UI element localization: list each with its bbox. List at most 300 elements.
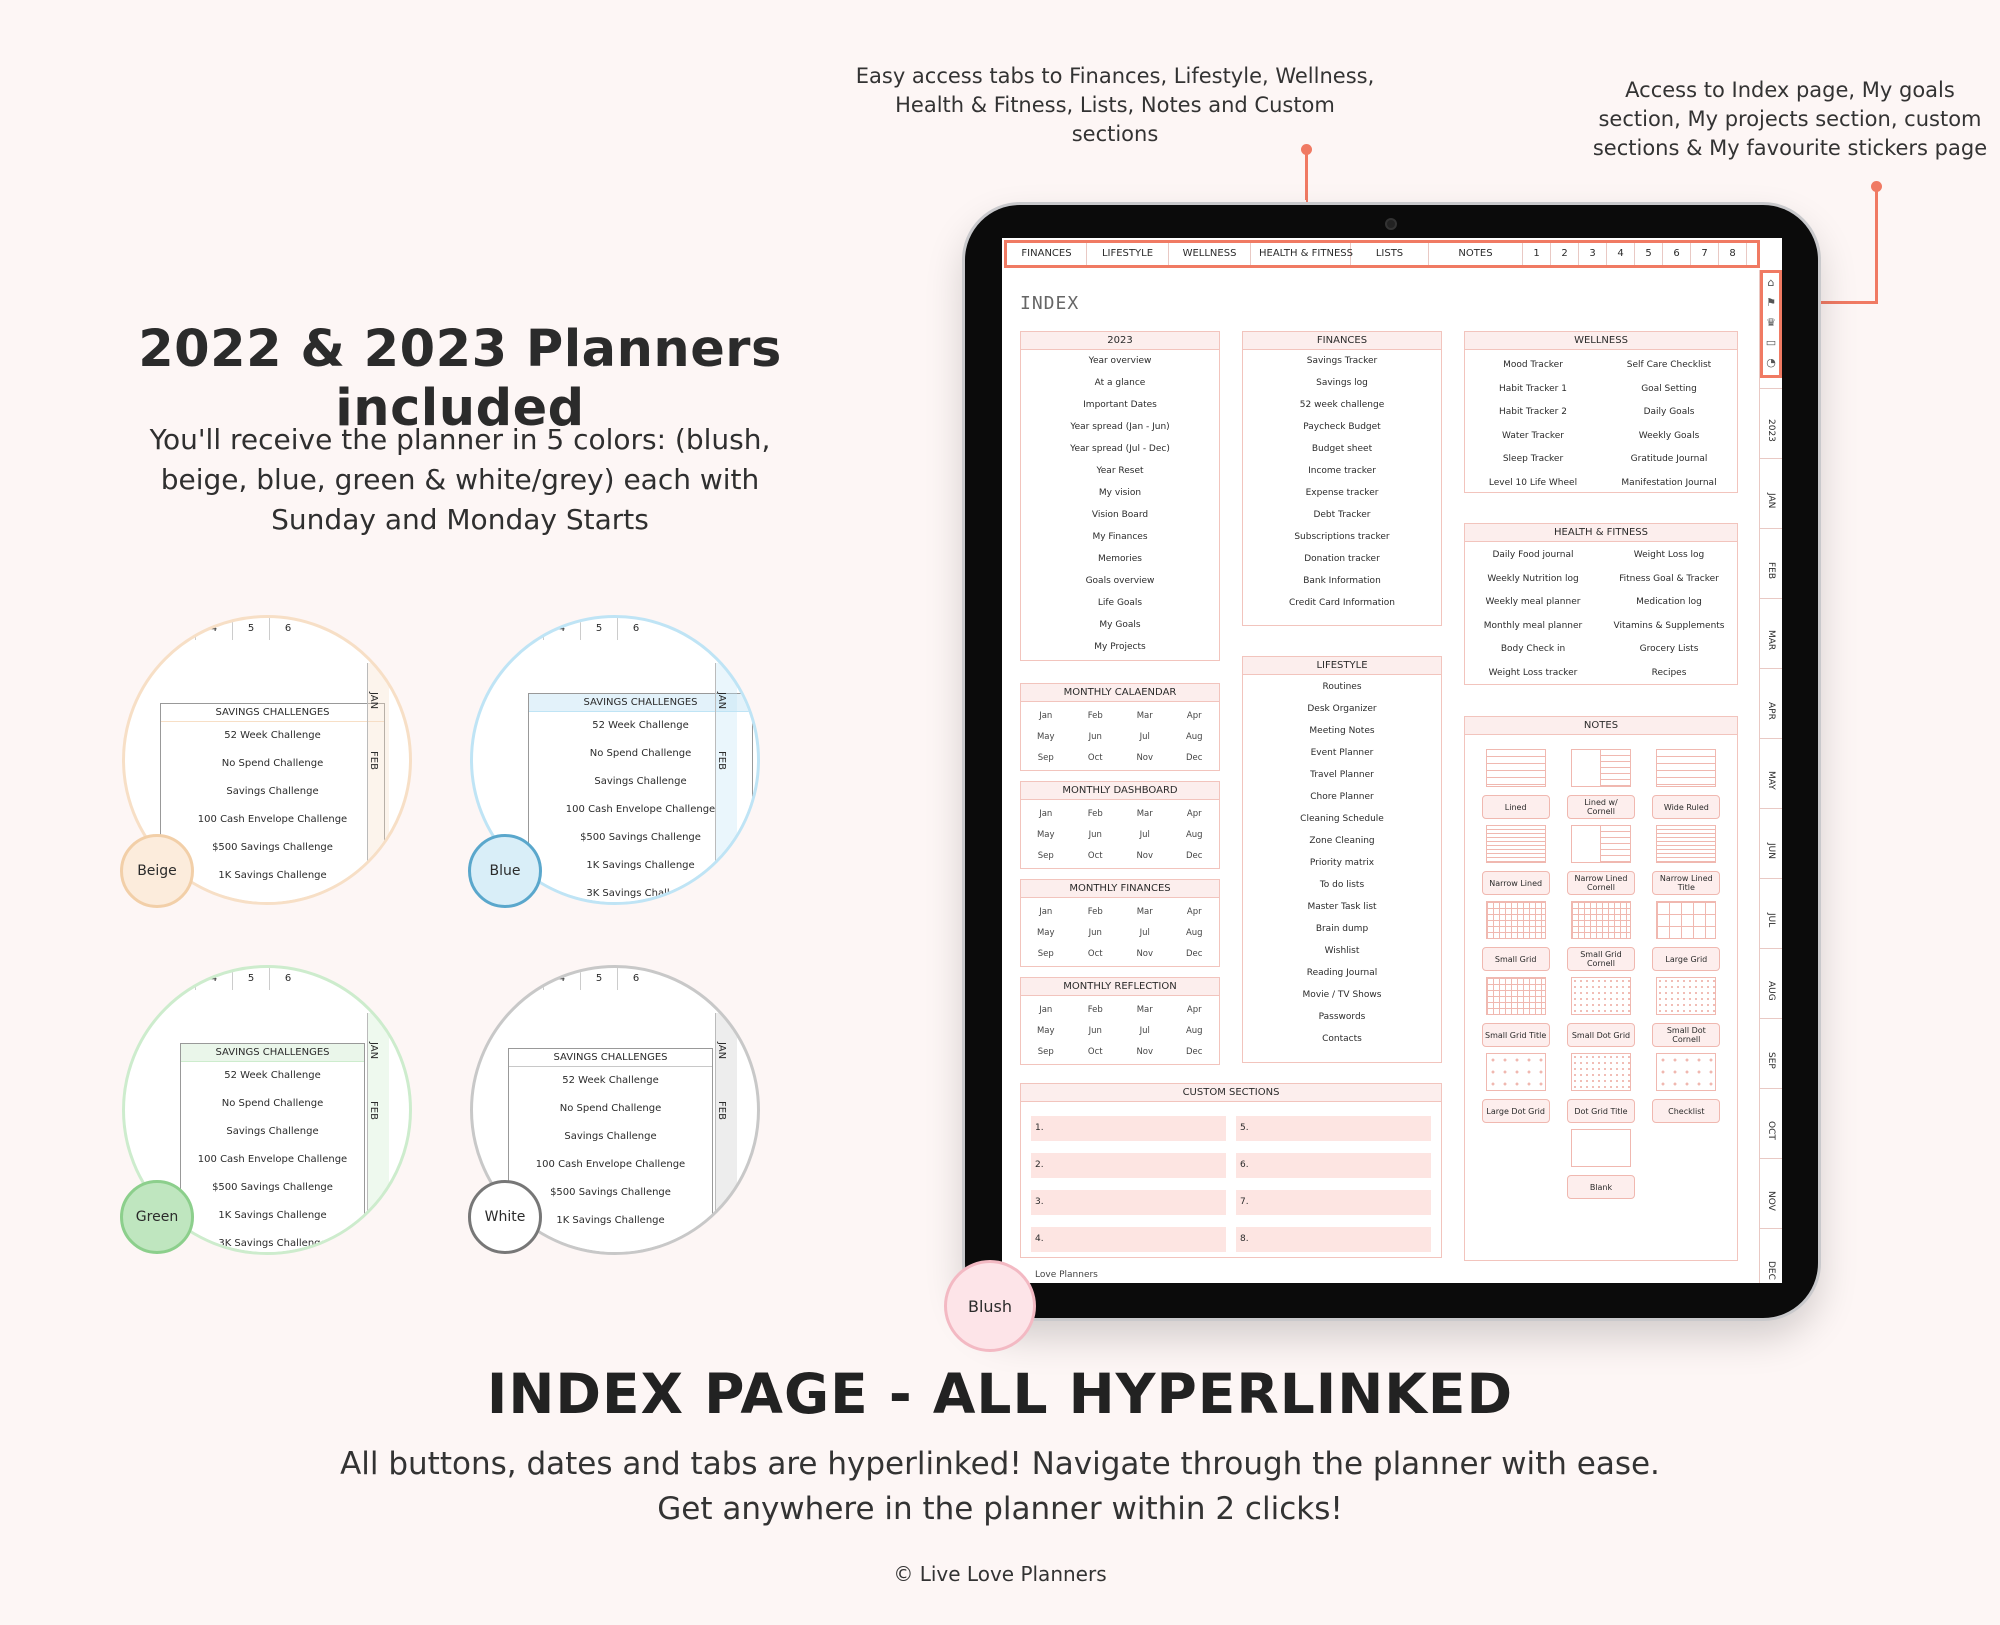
panel-health bbox=[1464, 523, 1738, 685]
panel-heading: MONTHLY REFLECTION bbox=[1021, 978, 1219, 996]
panel-lifestyle bbox=[1242, 656, 1442, 1063]
month-grid bbox=[1021, 996, 1219, 1067]
zoom-tab-row bbox=[543, 618, 654, 640]
note-button[interactable]: Narrow Lined Cornell bbox=[1567, 871, 1635, 895]
note-template[interactable] bbox=[1558, 1053, 1643, 1123]
tabs-callout: Easy access tabs to Finances, Lifestyle, Wellness, Health & Fitness, Lists, Notes and Custom sections bbox=[855, 64, 1375, 146]
page-title: INDEX bbox=[1020, 293, 1080, 314]
home-icon[interactable]: ⌂ bbox=[1767, 276, 1775, 289]
custom-section-slot[interactable]: 6. bbox=[1236, 1153, 1431, 1178]
month-link[interactable]: Dec bbox=[1186, 1047, 1203, 1057]
month-link[interactable]: Aug bbox=[1185, 928, 1203, 938]
index-link[interactable]: My vision bbox=[1098, 488, 1142, 498]
zoom-card-heading: SAVINGS CHALLENGES bbox=[161, 704, 384, 722]
zoom-month-tab[interactable]: JAN bbox=[368, 1041, 379, 1060]
beige-badge[interactable]: Beige bbox=[120, 834, 194, 908]
zoom-side-tabs bbox=[715, 1013, 737, 1252]
index-link[interactable]: Budget sheet bbox=[1311, 444, 1373, 454]
index-link[interactable]: Recipes bbox=[1651, 667, 1687, 678]
tab-number[interactable]: 3 bbox=[1579, 243, 1607, 265]
month-link[interactable]: Jun bbox=[1088, 1026, 1102, 1036]
zoom-tab[interactable]: 6 bbox=[269, 618, 306, 640]
index-link[interactable]: Medication log bbox=[1636, 597, 1702, 607]
note-thumbnail bbox=[1571, 901, 1631, 939]
month-link[interactable]: Nov bbox=[1136, 949, 1154, 959]
zoom-card-item[interactable]: 100 Cash Envelope Challenge bbox=[535, 1159, 686, 1170]
side-tab-nov[interactable]: NOV bbox=[1760, 1158, 1782, 1228]
month-link[interactable]: Apr bbox=[1186, 809, 1202, 819]
index-link[interactable]: Zone Cleaning bbox=[1309, 836, 1375, 846]
index-link[interactable]: Credit Card Information bbox=[1289, 598, 1395, 608]
note-template[interactable] bbox=[1558, 1129, 1643, 1199]
custom-section-slot[interactable]: 5. bbox=[1236, 1116, 1431, 1141]
index-link[interactable]: Year spread (Jan - Jun) bbox=[1070, 422, 1170, 432]
month-link[interactable]: Jul bbox=[1139, 732, 1150, 742]
callout-leader bbox=[1810, 301, 1878, 304]
note-thumbnail bbox=[1571, 825, 1631, 863]
month-link[interactable]: Apr bbox=[1186, 1005, 1202, 1015]
zoom-card bbox=[180, 1043, 365, 1255]
panel-heading: MONTHLY CALAENDAR bbox=[1021, 684, 1219, 702]
zoom-card-heading: SAVINGS CHALLENGES bbox=[529, 694, 752, 712]
note-button[interactable]: Large Grid bbox=[1652, 947, 1720, 971]
note-button[interactable]: Small Grid Title bbox=[1482, 1023, 1550, 1047]
white-badge[interactable]: White bbox=[468, 1180, 542, 1254]
index-link[interactable]: Habit Tracker 2 bbox=[1499, 407, 1567, 417]
zoom-card-item[interactable]: 1K Savings Challenge bbox=[556, 1215, 665, 1226]
month-link[interactable]: Feb bbox=[1087, 809, 1103, 819]
month-link[interactable]: Jul bbox=[1139, 928, 1150, 938]
zoom-card-item[interactable]: No Spend Challenge bbox=[221, 758, 324, 769]
note-template[interactable] bbox=[1473, 749, 1558, 819]
note-thumbnail bbox=[1656, 825, 1716, 863]
blush-badge[interactable]: Blush bbox=[944, 1260, 1036, 1352]
month-link[interactable]: Oct bbox=[1087, 753, 1103, 763]
month-link[interactable]: Dec bbox=[1186, 753, 1203, 763]
index-link[interactable]: Weight Loss log bbox=[1633, 550, 1705, 560]
month-link[interactable]: Oct bbox=[1087, 851, 1103, 861]
panel-heading: 2023 bbox=[1021, 332, 1219, 350]
zoom-card-item[interactable]: Savings Challenge bbox=[226, 786, 319, 797]
zoom-card-item[interactable]: 52 Week Challenge bbox=[562, 1075, 659, 1086]
zoom-month-tab[interactable]: FEB bbox=[368, 1101, 379, 1120]
zoom-card-item[interactable]: $500 Savings Challenge bbox=[212, 842, 333, 853]
index-link[interactable]: Movie / TV Shows bbox=[1302, 990, 1382, 1000]
zoom-card-item[interactable]: 1K Savings Challenge bbox=[586, 860, 695, 871]
panel-custom-sections bbox=[1020, 1083, 1442, 1258]
zoom-tab[interactable]: 5 bbox=[232, 968, 269, 990]
index-link[interactable]: Meeting Notes bbox=[1309, 726, 1375, 736]
month-link[interactable]: Apr bbox=[1186, 711, 1202, 721]
document-icon[interactable]: ▭ bbox=[1765, 336, 1777, 349]
note-button[interactable]: Small Dot Grid bbox=[1567, 1023, 1635, 1047]
side-tab-bar bbox=[1759, 270, 1781, 1283]
zoom-card-heading: SAVINGS CHALLENGES bbox=[181, 1044, 364, 1062]
note-button[interactable]: Checklist bbox=[1652, 1099, 1720, 1123]
index-link[interactable]: Paycheck Budget bbox=[1303, 422, 1381, 432]
zoom-month-tab[interactable]: JAN bbox=[368, 691, 379, 710]
note-thumbnail bbox=[1571, 1129, 1631, 1167]
panel-monthly bbox=[1020, 977, 1220, 1065]
tab-health-fitness[interactable]: HEALTH & FITNESS bbox=[1251, 243, 1351, 265]
side-tab-jan[interactable]: JAN bbox=[1760, 458, 1782, 528]
month-link[interactable]: Dec bbox=[1186, 851, 1203, 861]
zoom-card-item[interactable]: 3K Savings Challenge bbox=[218, 1238, 327, 1249]
note-thumbnail bbox=[1656, 977, 1716, 1015]
index-link[interactable]: Grocery Lists bbox=[1639, 644, 1699, 654]
zoom-card-list bbox=[161, 722, 384, 890]
index-link[interactable]: Self Care Checklist bbox=[1626, 360, 1712, 370]
index-link[interactable]: Bank Information bbox=[1303, 576, 1381, 586]
index-link[interactable]: Goal Setting bbox=[1641, 383, 1697, 394]
index-link[interactable]: Weekly Nutrition log bbox=[1487, 573, 1579, 584]
zoom-tab[interactable]: 6 bbox=[269, 968, 306, 990]
zoom-tab[interactable]: 4 bbox=[195, 968, 232, 990]
index-link[interactable]: Water Tracker bbox=[1502, 430, 1564, 441]
hero-subtitle: You'll receive the planner in 5 colors: (blush, beige, blue, green & white/grey) each with Sunday and Monday Starts bbox=[149, 423, 771, 536]
index-link[interactable]: Wishlist bbox=[1324, 946, 1360, 956]
index-link[interactable]: Weekly meal planner bbox=[1485, 597, 1581, 607]
description-line-2: Get anywhere in the planner within 2 clicks! bbox=[657, 1491, 1343, 1527]
index-link[interactable]: Income tracker bbox=[1308, 466, 1376, 476]
month-link[interactable]: May bbox=[1036, 830, 1055, 840]
index-link[interactable]: Contacts bbox=[1322, 1034, 1362, 1044]
index-link[interactable]: Brain dump bbox=[1315, 924, 1369, 934]
side-tab-mar[interactable]: MAR bbox=[1760, 598, 1782, 668]
zoom-card-item[interactable]: 100 Cash Envelope Challenge bbox=[565, 804, 716, 815]
panel-finances bbox=[1242, 331, 1442, 626]
flag-icon[interactable]: ⚑ bbox=[1766, 296, 1776, 309]
tab-number[interactable]: 6 bbox=[1663, 243, 1691, 265]
zoom-card-item[interactable]: 1K Savings Challenge bbox=[218, 1210, 327, 1221]
index-link[interactable]: Priority matrix bbox=[1309, 858, 1375, 868]
tab-number[interactable]: 8 bbox=[1719, 243, 1747, 265]
note-template[interactable] bbox=[1644, 749, 1729, 819]
month-link[interactable]: Dec bbox=[1186, 949, 1203, 959]
note-thumbnail bbox=[1656, 749, 1716, 787]
note-template[interactable] bbox=[1558, 749, 1643, 819]
month-link[interactable]: Jan bbox=[1039, 907, 1053, 917]
note-button[interactable]: Small Grid Cornell bbox=[1567, 947, 1635, 971]
zoom-card-item[interactable]: 3K Savings Challenge bbox=[586, 888, 695, 899]
zoom-card-item[interactable]: 100 Cash Envelope Challenge bbox=[197, 1154, 348, 1165]
note-button[interactable]: Dot Grid Title bbox=[1567, 1099, 1635, 1123]
zoom-side-tabs bbox=[715, 663, 737, 902]
note-template[interactable] bbox=[1558, 977, 1643, 1047]
zoom-tab-row bbox=[543, 968, 654, 990]
side-tab-sep[interactable]: SEP bbox=[1760, 1018, 1782, 1088]
custom-section-slot[interactable]: 7. bbox=[1236, 1190, 1431, 1215]
side-tab-aug[interactable]: AUG bbox=[1760, 948, 1782, 1018]
month-link[interactable]: Jun bbox=[1088, 928, 1102, 938]
blue-badge[interactable]: Blue bbox=[468, 834, 542, 908]
index-link[interactable]: Passwords bbox=[1318, 1012, 1366, 1022]
note-button[interactable]: Small Grid bbox=[1482, 947, 1550, 971]
custom-section-slot[interactable]: 8. bbox=[1236, 1227, 1431, 1252]
month-link[interactable]: Oct bbox=[1087, 949, 1103, 959]
section-description bbox=[0, 1442, 2000, 1532]
index-link[interactable]: Daily Food journal bbox=[1492, 550, 1574, 560]
zoom-tab[interactable]: 6 bbox=[617, 968, 654, 990]
custom-section-slot[interactable]: 2. bbox=[1031, 1153, 1226, 1178]
zoom-tab[interactable]: 6 bbox=[617, 618, 654, 640]
note-template[interactable] bbox=[1473, 901, 1558, 971]
index-link[interactable]: Savings log bbox=[1316, 378, 1368, 388]
camera-icon bbox=[1385, 218, 1397, 230]
index-link[interactable]: Year spread (Jul - Dec) bbox=[1070, 444, 1170, 454]
zoom-card-item[interactable]: No Spend Challenge bbox=[559, 1103, 662, 1114]
month-link[interactable]: Jun bbox=[1088, 830, 1102, 840]
tab-number[interactable]: 1 bbox=[1523, 243, 1551, 265]
note-thumbnail bbox=[1571, 977, 1631, 1015]
section-title: INDEX PAGE - ALL HYPERLINKED bbox=[486, 1362, 1514, 1426]
planner-brand: Love Planners bbox=[1035, 1270, 1098, 1280]
zoom-card-heading: SAVINGS CHALLENGES bbox=[509, 1049, 712, 1067]
top-tab-bar bbox=[1004, 240, 1760, 268]
note-thumbnail bbox=[1486, 977, 1546, 1015]
index-link[interactable]: My Goals bbox=[1099, 620, 1141, 630]
index-link[interactable]: Important Dates bbox=[1083, 400, 1157, 410]
month-link[interactable]: Jan bbox=[1039, 711, 1053, 721]
side-tab-dec[interactable]: DEC bbox=[1760, 1228, 1782, 1283]
month-link[interactable]: Aug bbox=[1185, 830, 1203, 840]
index-link[interactable]: Life Goals bbox=[1097, 598, 1143, 608]
zoom-month-tab[interactable]: FEB bbox=[368, 751, 379, 770]
index-link[interactable]: My Finances bbox=[1092, 532, 1148, 542]
index-link[interactable]: Master Task list bbox=[1307, 902, 1377, 912]
index-link[interactable]: Donation tracker bbox=[1304, 554, 1380, 564]
month-link[interactable]: Jun bbox=[1088, 732, 1102, 742]
note-template[interactable] bbox=[1644, 977, 1729, 1047]
index-link[interactable]: Weekly Goals bbox=[1638, 430, 1700, 441]
panel-monthly bbox=[1020, 781, 1220, 869]
note-thumbnail bbox=[1656, 1053, 1716, 1091]
index-link[interactable]: Fitness Goal & Tracker bbox=[1619, 573, 1719, 584]
note-button[interactable]: Wide Ruled bbox=[1652, 795, 1720, 819]
month-link[interactable]: Sep bbox=[1037, 1047, 1054, 1057]
index-link[interactable]: Manifestation Journal bbox=[1621, 477, 1717, 488]
trophy-icon[interactable]: ♛ bbox=[1766, 316, 1776, 329]
tab-number[interactable]: 7 bbox=[1691, 243, 1719, 265]
month-link[interactable]: Mar bbox=[1136, 907, 1153, 917]
index-link[interactable]: Expense tracker bbox=[1305, 488, 1379, 498]
zoom-card-item[interactable]: 1K Savings Challenge bbox=[218, 870, 327, 881]
callout-leader bbox=[1305, 150, 1308, 200]
tab-finances[interactable]: FINANCES bbox=[1007, 243, 1087, 265]
month-link[interactable]: Oct bbox=[1087, 1047, 1103, 1057]
note-button[interactable]: Narrow Lined Title bbox=[1652, 871, 1720, 895]
month-link[interactable]: May bbox=[1036, 928, 1055, 938]
description-line-1: All buttons, dates and tabs are hyperlinked! Navigate through the planner with ease. bbox=[340, 1446, 1660, 1482]
tab-notes[interactable]: NOTES bbox=[1429, 243, 1523, 265]
note-button[interactable]: Small Dot Cornell bbox=[1652, 1023, 1720, 1047]
index-link[interactable]: Year overview bbox=[1088, 356, 1152, 366]
note-thumbnail bbox=[1571, 1053, 1631, 1091]
month-link[interactable]: Sep bbox=[1037, 851, 1054, 861]
sticker-icon[interactable]: ◔ bbox=[1766, 356, 1776, 369]
zoom-month-tab[interactable]: FEB bbox=[716, 751, 727, 770]
zoom-month-tab[interactable]: FEB bbox=[716, 1101, 727, 1120]
month-link[interactable]: Jul bbox=[1139, 1026, 1150, 1036]
note-template[interactable] bbox=[1558, 901, 1643, 971]
tab-number[interactable]: 4 bbox=[1607, 243, 1635, 265]
month-link[interactable]: Sep bbox=[1037, 753, 1054, 763]
index-link[interactable]: My Projects bbox=[1094, 642, 1146, 652]
panel-monthly bbox=[1020, 879, 1220, 967]
index-link[interactable]: Habit Tracker 1 bbox=[1499, 383, 1567, 394]
note-button[interactable]: Lined bbox=[1482, 795, 1550, 819]
index-link[interactable]: Desk Organizer bbox=[1307, 704, 1377, 714]
index-link[interactable]: Level 10 Life Wheel bbox=[1488, 477, 1578, 488]
note-template[interactable] bbox=[1473, 977, 1558, 1047]
index-link[interactable]: Monthly meal planner bbox=[1483, 620, 1583, 631]
index-link[interactable]: Sleep Tracker bbox=[1502, 454, 1564, 464]
index-link[interactable]: Travel Planner bbox=[1310, 770, 1374, 780]
zoom-card-item[interactable]: 52 Week Challenge bbox=[592, 720, 689, 731]
zoom-card-item[interactable]: $500 Savings Challenge bbox=[550, 1187, 671, 1198]
tab-wellness[interactable]: WELLNESS bbox=[1169, 243, 1251, 265]
zoom-card-item[interactable]: 52 Week Challenge bbox=[224, 730, 321, 741]
note-template[interactable] bbox=[1644, 901, 1729, 971]
index-link[interactable]: Subscriptions tracker bbox=[1294, 532, 1390, 542]
note-button[interactable]: Narrow Lined bbox=[1482, 871, 1550, 895]
index-link[interactable]: Cleaning Schedule bbox=[1300, 814, 1384, 824]
planner-screen bbox=[1002, 238, 1782, 1283]
month-link[interactable]: Nov bbox=[1136, 851, 1154, 861]
index-link[interactable]: Body Check in bbox=[1500, 644, 1566, 654]
zoom-tab[interactable]: 5 bbox=[580, 618, 617, 640]
index-link[interactable]: Chore Planner bbox=[1310, 792, 1374, 802]
side-tab-jul[interactable]: JUL bbox=[1760, 878, 1782, 948]
note-template[interactable] bbox=[1473, 1053, 1558, 1123]
custom-section-slot[interactable]: 4. bbox=[1031, 1227, 1226, 1252]
zoom-card-item[interactable]: 52 Week Challenge bbox=[224, 1070, 321, 1081]
tab-lifestyle[interactable]: LIFESTYLE bbox=[1087, 243, 1169, 265]
note-thumbnail bbox=[1571, 749, 1631, 787]
index-link[interactable]: Year Reset bbox=[1096, 466, 1144, 476]
month-grid bbox=[1021, 800, 1219, 871]
zoom-tab[interactable]: 5 bbox=[580, 968, 617, 990]
month-link[interactable]: Aug bbox=[1185, 732, 1203, 742]
custom-section-slot[interactable]: 3. bbox=[1031, 1190, 1226, 1215]
side-tab-may[interactable]: MAY bbox=[1760, 738, 1782, 808]
zoom-card-item[interactable]: $500 Savings Challenge bbox=[212, 1182, 333, 1193]
custom-section-slot[interactable]: 1. bbox=[1031, 1116, 1226, 1141]
zoom-side-tabs bbox=[367, 663, 389, 902]
month-link[interactable]: Jan bbox=[1039, 809, 1053, 819]
index-link[interactable]: Weight Loss tracker bbox=[1488, 667, 1578, 678]
index-link[interactable]: At a glance bbox=[1094, 378, 1146, 388]
note-button[interactable]: Large Dot Grid bbox=[1482, 1099, 1550, 1123]
panel-heading: NOTES bbox=[1465, 717, 1737, 735]
zoom-card-item[interactable]: Savings Challenge bbox=[226, 1126, 319, 1137]
month-link[interactable]: Jan bbox=[1039, 1005, 1053, 1015]
month-link[interactable]: Mar bbox=[1136, 1005, 1153, 1015]
note-template[interactable] bbox=[1558, 825, 1643, 895]
index-link[interactable]: Vision Board bbox=[1091, 510, 1149, 520]
month-link[interactable]: Jul bbox=[1139, 830, 1150, 840]
month-link[interactable]: Mar bbox=[1136, 809, 1153, 819]
index-link[interactable]: Vitamins & Supplements bbox=[1613, 620, 1725, 631]
sidebar-callout: Access to Index page, My goals section, My projects section, custom sections & My favourite stickers page bbox=[1592, 78, 1988, 160]
zoom-card-list bbox=[181, 1062, 364, 1255]
panel-wellness bbox=[1464, 331, 1738, 493]
index-link[interactable]: Daily Goals bbox=[1643, 407, 1695, 417]
month-link[interactable]: Feb bbox=[1087, 1005, 1103, 1015]
panel-heading: FINANCES bbox=[1243, 332, 1441, 350]
tab-number[interactable]: 5 bbox=[1635, 243, 1663, 265]
zoom-month-tab[interactable]: JAN bbox=[716, 1041, 727, 1060]
green-badge[interactable]: Green bbox=[120, 1180, 194, 1254]
month-link[interactable]: Nov bbox=[1136, 1047, 1154, 1057]
zoom-tab[interactable]: 4 bbox=[543, 618, 580, 640]
zoom-month-tab[interactable]: JAN bbox=[716, 691, 727, 710]
note-template[interactable] bbox=[1644, 1053, 1729, 1123]
zoom-card-item[interactable]: $500 Savings Challenge bbox=[580, 832, 701, 843]
month-link[interactable]: Feb bbox=[1087, 907, 1103, 917]
zoom-tab-row bbox=[195, 968, 306, 990]
index-link[interactable]: Routines bbox=[1322, 682, 1362, 692]
side-tab-feb[interactable]: FEB bbox=[1760, 528, 1782, 598]
copyright: © Live Love Planners bbox=[893, 1562, 1107, 1586]
zoom-card-item[interactable]: No Spend Challenge bbox=[221, 1098, 324, 1109]
hero-title: 2022 & 2023 Planners included bbox=[138, 320, 782, 438]
zoom-card-item[interactable]: No Spend Challenge bbox=[589, 748, 692, 759]
note-button[interactable]: Blank bbox=[1567, 1175, 1635, 1199]
zoom-tab[interactable]: 4 bbox=[543, 968, 580, 990]
index-link[interactable]: Reading Journal bbox=[1306, 968, 1378, 978]
index-link[interactable]: Mood Tracker bbox=[1503, 360, 1563, 370]
side-tab-apr[interactable]: APR bbox=[1760, 668, 1782, 738]
index-link[interactable]: To do lists bbox=[1319, 880, 1365, 890]
month-link[interactable]: May bbox=[1036, 1026, 1055, 1036]
zoom-tab[interactable]: 4 bbox=[195, 618, 232, 640]
index-link[interactable]: Savings Tracker bbox=[1306, 356, 1378, 366]
month-link[interactable]: Feb bbox=[1087, 711, 1103, 721]
tab-lists[interactable]: LISTS bbox=[1351, 243, 1429, 265]
panel-2023 bbox=[1020, 331, 1220, 661]
side-tab-oct[interactable]: OCT bbox=[1760, 1088, 1782, 1158]
index-link[interactable]: Debt Tracker bbox=[1313, 510, 1371, 520]
month-link[interactable]: May bbox=[1036, 732, 1055, 742]
tab-number[interactable]: 2 bbox=[1551, 243, 1579, 265]
index-link[interactable]: Event Planner bbox=[1310, 748, 1374, 758]
zoom-tab[interactable]: 5 bbox=[232, 618, 269, 640]
side-tab-2023[interactable]: 2023 bbox=[1760, 388, 1782, 458]
month-link[interactable]: Nov bbox=[1136, 753, 1154, 763]
panel-heading: HEALTH & FITNESS bbox=[1465, 524, 1737, 542]
zoom-card-item[interactable]: Savings Challenge bbox=[594, 776, 687, 787]
panel-heading: MONTHLY DASHBOARD bbox=[1021, 782, 1219, 800]
note-template[interactable] bbox=[1473, 825, 1558, 895]
index-link[interactable]: 52 week challenge bbox=[1299, 400, 1385, 410]
note-button[interactable]: Lined w/ Cornell bbox=[1567, 795, 1635, 819]
zoom-card-item[interactable]: 100 Cash Envelope Challenge bbox=[197, 814, 348, 825]
panel-heading: CUSTOM SECTIONS bbox=[1021, 1084, 1441, 1102]
index-link[interactable]: Goals overview bbox=[1085, 576, 1155, 586]
side-tab-jun[interactable]: JUN bbox=[1760, 808, 1782, 878]
month-link[interactable]: Mar bbox=[1136, 711, 1153, 721]
month-link[interactable]: Apr bbox=[1186, 907, 1202, 917]
note-thumbnail bbox=[1486, 901, 1546, 939]
side-shortcuts bbox=[1760, 270, 1782, 378]
index-link[interactable]: Memories bbox=[1097, 554, 1142, 564]
note-template[interactable] bbox=[1644, 825, 1729, 895]
month-link[interactable]: Sep bbox=[1037, 949, 1054, 959]
index-link[interactable]: Gratitude Journal bbox=[1630, 454, 1708, 464]
zoom-card-item[interactable]: Savings Challenge bbox=[564, 1131, 657, 1142]
month-link[interactable]: Aug bbox=[1185, 1026, 1203, 1036]
